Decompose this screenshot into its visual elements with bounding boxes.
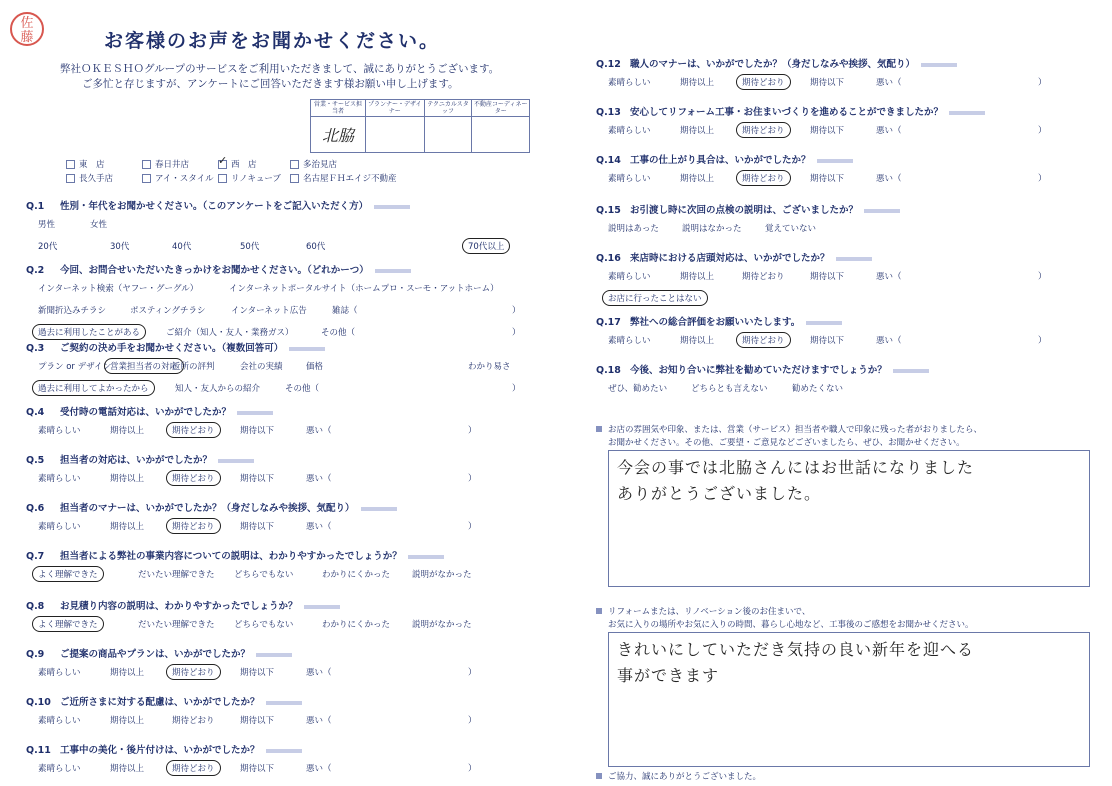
question-text: お引渡し時に次回の点検の説明は、ございましたか？ — [630, 205, 859, 216]
section-marker-icon — [596, 773, 602, 779]
option-paren: ） — [468, 474, 477, 484]
answer-option[interactable]: 期待以下 — [810, 272, 845, 282]
question-q15 — [596, 202, 1112, 238]
staff-sales-name[interactable]: 北脇 — [311, 117, 366, 153]
answer-option[interactable]: 素晴らしい — [38, 668, 81, 678]
question-number: Q.1 — [26, 201, 45, 212]
answer-option[interactable]: 素晴らしい — [38, 764, 81, 774]
store-option[interactable] — [66, 172, 142, 186]
question-number: Q.4 — [26, 407, 45, 418]
question-number: Q.15 — [596, 205, 621, 216]
option-row — [26, 616, 566, 634]
underline-bar — [806, 321, 842, 325]
question-title — [26, 262, 566, 276]
answer-option[interactable]: 20代 — [38, 242, 58, 252]
option-row — [26, 422, 566, 440]
question-title — [26, 598, 566, 612]
answer-option[interactable]: 悪い（ — [876, 174, 902, 184]
question-text: ご提案の商品やプランは、いかがでしたか？ — [60, 649, 251, 660]
answer-option[interactable]: 期待以上 — [110, 716, 145, 726]
store-checklist — [66, 158, 397, 186]
answer-option[interactable]: 期待どおり — [166, 422, 221, 438]
reform-comment-line-2: 事ができます — [617, 666, 720, 685]
answer-option[interactable]: だいたい理解できた — [138, 570, 215, 580]
answer-option[interactable]: 期待以上 — [680, 126, 715, 136]
option-paren: ） — [468, 764, 477, 774]
answer-option[interactable]: お店に行ったことはない — [602, 290, 708, 306]
answer-option[interactable]: よく理解できた — [32, 566, 104, 582]
answer-option[interactable]: 過去に利用したことがある — [32, 324, 146, 340]
option-paren: ） — [468, 522, 477, 532]
question-q6 — [26, 500, 566, 536]
store-row — [66, 158, 366, 172]
question-number: Q.16 — [596, 253, 621, 264]
staff-planner-name[interactable] — [365, 117, 424, 153]
question-q18 — [596, 362, 1112, 398]
underline-bar — [817, 159, 853, 163]
staff-comment-line-2: ありがとうございました。 — [617, 484, 822, 503]
question-title — [596, 152, 1112, 166]
question-text: 工事の仕上がり具合は、いかがでしたか？ — [630, 155, 811, 166]
question-q8 — [26, 598, 566, 634]
option-row — [596, 170, 1112, 188]
staff-header-technical: テクニカルスタッフ — [424, 100, 472, 117]
answer-option[interactable]: 悪い（ — [306, 474, 332, 484]
answer-option[interactable]: 期待どおり — [736, 170, 791, 186]
underline-bar — [266, 749, 302, 753]
answer-option[interactable]: 営業担当者の対応 — [104, 358, 184, 374]
intro-line-2: ご多忙と存じますが、アンケートにご回答いただきます様お願い申し上げます。 — [82, 78, 459, 90]
question-text: お見積り内容の説明は、わかりやすかったでしょうか？ — [60, 601, 298, 612]
question-title — [596, 104, 1112, 118]
answer-option[interactable]: 説明はなかった — [682, 224, 742, 234]
underline-bar — [374, 205, 410, 209]
question-title — [596, 202, 1112, 216]
answer-option[interactable]: 期待以上 — [680, 272, 715, 282]
staff-realestate-name[interactable] — [472, 117, 530, 153]
store-label: アイ・スタイル — [155, 174, 214, 184]
store-option[interactable] — [218, 172, 290, 186]
option-paren: ） — [468, 668, 477, 678]
question-text: 今後、お知り合いに弊社を勧めていただけますでしょうか？ — [630, 365, 887, 376]
option-paren: ） — [512, 328, 521, 338]
answer-option[interactable]: 会社の実績 — [240, 362, 283, 372]
answer-option[interactable]: 期待以上 — [680, 174, 715, 184]
answer-option[interactable]: 50代 — [240, 242, 260, 252]
answer-option[interactable]: 期待以上 — [110, 474, 145, 484]
option-paren: ） — [512, 306, 521, 316]
answer-option[interactable]: インターネット検索（ヤフー・グーグル） — [38, 284, 199, 294]
question-number: Q.13 — [596, 107, 621, 118]
answer-option[interactable]: インターネットポータルサイト（ホームプロ・スーモ・アットホーム） — [229, 284, 499, 294]
answer-option[interactable]: 悪い（ — [306, 716, 332, 726]
question-q13 — [596, 104, 1112, 140]
answer-option[interactable]: 素晴らしい — [38, 426, 81, 436]
store-label: 長久手店 — [79, 174, 114, 184]
option-paren: ） — [1038, 78, 1047, 88]
underline-bar — [408, 555, 444, 559]
option-row — [26, 280, 566, 298]
option-paren: ） — [1038, 126, 1047, 136]
store-option[interactable] — [290, 158, 366, 172]
question-text: 担当者による弊社の事業内容についての説明は、わかりやすかったでしょうか？ — [60, 551, 402, 562]
answer-option[interactable]: 女性 — [90, 220, 108, 230]
answer-option[interactable]: 過去に利用してよかったから — [32, 380, 155, 396]
option-row — [596, 332, 1112, 350]
name-seal-stamp: 佐 藤 — [10, 12, 44, 46]
checkbox-icon[interactable] — [66, 174, 75, 183]
underline-bar — [375, 269, 411, 273]
option-row — [596, 74, 1112, 92]
option-row — [596, 268, 1112, 286]
intro-line-1: 弊社ＯＫＥＳＨＯグループのサービスをご利用いただきまして、誠にありがとうございます。 — [60, 63, 500, 75]
staff-comment-prompt-line-1: お店の雰囲気や印象、または、営業（サービス）担当者や職人で印象に残った者がおりましたら、 — [608, 425, 983, 435]
question-q4 — [26, 404, 566, 440]
underline-bar — [361, 507, 397, 511]
checkbox-icon[interactable] — [142, 174, 151, 183]
answer-option[interactable]: ご紹介（知人・友人・業務ガス） — [166, 328, 294, 338]
answer-option[interactable]: 悪い（ — [876, 126, 902, 136]
question-q17 — [596, 314, 1112, 350]
checkbox-icon[interactable] — [290, 174, 299, 183]
section-marker-icon — [596, 426, 602, 432]
checkbox-icon[interactable] — [290, 160, 299, 169]
answer-option[interactable]: 期待以上 — [110, 764, 145, 774]
option-paren: ） — [1038, 336, 1047, 346]
store-label: 東 店 — [79, 160, 105, 170]
option-row — [596, 220, 1112, 238]
option-row — [26, 216, 566, 234]
store-label: 名古屋ＦＨエイジ不動産 — [303, 174, 397, 184]
option-row — [596, 290, 1112, 308]
reform-comment-prompt — [596, 606, 974, 632]
thanks-text: ご協力、誠にありがとうございました。 — [608, 772, 762, 782]
option-row — [26, 302, 566, 320]
reform-comment-box[interactable] — [608, 632, 1090, 767]
reform-comment-line-1: きれいにしていただき気持の良い新年を迎へる — [617, 640, 975, 659]
underline-bar — [266, 701, 302, 705]
answer-option[interactable]: 悪い（ — [306, 426, 332, 436]
page-title: お客様のお声をお聞かせください。 — [104, 30, 441, 52]
question-number: Q.7 — [26, 551, 45, 562]
question-text: 担当者の対応は、いかがでしたか？ — [60, 455, 213, 466]
answer-option[interactable]: 60代 — [306, 242, 326, 252]
store-label: リノキューブ — [231, 174, 281, 184]
answer-option[interactable]: 期待以上 — [110, 668, 145, 678]
question-title — [26, 404, 566, 418]
option-row — [596, 122, 1112, 140]
question-number: Q.10 — [26, 697, 51, 708]
staff-header-realestate: 不動産コーディネーター — [472, 100, 530, 117]
question-title — [26, 742, 566, 756]
question-title — [596, 362, 1112, 376]
answer-option[interactable]: 期待どおり — [166, 760, 221, 776]
underline-bar — [893, 369, 929, 373]
staff-header-planner: プランナー・デザイナー — [365, 100, 424, 117]
answer-option[interactable]: インターネット広告 — [231, 306, 307, 316]
answer-option[interactable]: 期待どおり — [742, 272, 785, 282]
answer-option[interactable]: 期待どおり — [736, 122, 791, 138]
answer-option[interactable]: 70代以上 — [462, 238, 510, 254]
option-paren: ） — [512, 384, 521, 394]
question-q9 — [26, 646, 566, 682]
checkbox-icon[interactable] — [142, 160, 151, 169]
answer-option[interactable]: 期待どおり — [166, 664, 221, 680]
store-label: 多治見店 — [303, 160, 338, 170]
store-option[interactable] — [290, 172, 397, 186]
answer-option[interactable]: よく理解できた — [32, 616, 104, 632]
question-number: Q.9 — [26, 649, 45, 660]
question-title — [26, 646, 566, 660]
answer-option[interactable]: 期待以上 — [110, 522, 145, 532]
underline-bar — [218, 459, 254, 463]
question-number: Q.6 — [26, 503, 45, 514]
option-row — [26, 470, 566, 488]
underline-bar — [237, 411, 273, 415]
question-number: Q.2 — [26, 265, 45, 276]
question-text: 工事中の美化・後片付けは、いかがでしたか？ — [60, 745, 260, 756]
question-number: Q.17 — [596, 317, 621, 328]
question-q10 — [26, 694, 566, 730]
answer-option[interactable]: 悪い（ — [876, 336, 902, 346]
underline-bar — [289, 347, 325, 351]
answer-option[interactable]: 男性 — [38, 220, 56, 230]
answer-option[interactable]: プラン or デザイン — [38, 362, 112, 372]
answer-option[interactable]: 素晴らしい — [608, 78, 651, 88]
question-q5 — [26, 452, 566, 488]
answer-option[interactable]: わかりにくかった — [322, 620, 391, 630]
answer-option[interactable]: 雑誌（ — [332, 306, 358, 316]
option-row — [26, 238, 566, 256]
answer-option[interactable]: 素晴らしい — [38, 474, 81, 484]
question-title — [26, 340, 566, 354]
answer-option[interactable]: 期待以下 — [810, 174, 845, 184]
question-q2 — [26, 262, 566, 342]
answer-option[interactable]: 勧めたくない — [792, 384, 844, 394]
answer-option[interactable]: その他（ — [321, 328, 356, 338]
answer-option[interactable]: 期待以下 — [240, 522, 275, 532]
answer-option[interactable]: 期待どおり — [166, 518, 221, 534]
answer-option[interactable]: 期待どおり — [166, 470, 221, 486]
question-number: Q.12 — [596, 59, 621, 70]
option-paren: ） — [468, 426, 477, 436]
answer-option[interactable]: 30代 — [110, 242, 130, 252]
answer-option[interactable]: わかりにくかった — [322, 570, 391, 580]
answer-option[interactable]: 期待以下 — [810, 336, 845, 346]
answer-option[interactable]: 40代 — [172, 242, 192, 252]
underline-bar — [836, 257, 872, 261]
answer-option[interactable]: 期待以下 — [810, 78, 845, 88]
option-row — [26, 518, 566, 536]
answer-option[interactable]: 説明はあった — [608, 224, 659, 234]
reform-comment-prompt-line-2: お気に入りの場所やお気に入りの時間、暮らし心地など、工事後のご感想をお聞かせください。 — [608, 620, 974, 630]
question-title — [596, 250, 1112, 264]
reform-comment-prompt-line-1: リフォームまたは、リノベーション後のお住まいで、 — [608, 607, 811, 617]
answer-option[interactable]: 素晴らしい — [608, 272, 651, 282]
option-paren: ） — [468, 716, 477, 726]
question-number: Q.14 — [596, 155, 621, 166]
question-title — [26, 548, 566, 562]
question-q16 — [596, 250, 1112, 308]
thanks-footer — [596, 770, 761, 782]
question-title — [26, 500, 566, 514]
option-row — [26, 664, 566, 682]
answer-option[interactable]: 期待以上 — [680, 78, 715, 88]
answer-option[interactable]: 悪い（ — [306, 522, 332, 532]
question-number: Q.5 — [26, 455, 45, 466]
underline-bar — [256, 653, 292, 657]
answer-option[interactable]: 説明がなかった — [412, 570, 472, 580]
checkbox-icon[interactable] — [66, 160, 75, 169]
underline-bar — [864, 209, 900, 213]
store-option[interactable] — [218, 158, 290, 172]
answer-option[interactable]: 期待どおり — [736, 332, 791, 348]
store-option[interactable] — [66, 158, 142, 172]
answer-option[interactable]: 期待以上 — [680, 336, 715, 346]
section-marker-icon — [596, 608, 602, 614]
question-text: 受付時の電話対応は、いかがでしたか？ — [60, 407, 232, 418]
question-q7 — [26, 548, 566, 584]
staff-comment-line-1: 今会の事では北脇さんにはお世話になりました — [617, 458, 975, 477]
answer-option[interactable]: 価格 — [306, 362, 324, 372]
answer-option[interactable]: わかり易さ — [468, 362, 511, 372]
answer-option[interactable]: 悪い（ — [876, 272, 902, 282]
question-text: ご近所さまに対する配慮は、いかがでしたか？ — [60, 697, 260, 708]
staff-comment-prompt-line-2: お聞かせください。その他、ご要望・ご意見などございましたら、ぜひ、お聞かせください。 — [608, 438, 965, 448]
question-title — [596, 314, 1112, 328]
answer-option[interactable]: 期待以下 — [240, 764, 275, 774]
question-title — [26, 198, 566, 212]
staff-comment-prompt — [596, 424, 982, 450]
answer-option[interactable]: その他（ — [285, 384, 320, 394]
question-q1 — [26, 198, 566, 256]
question-title — [596, 56, 1112, 70]
answer-option[interactable]: 説明がなかった — [412, 620, 472, 630]
answer-option[interactable]: 知人・友人からの紹介 — [175, 384, 261, 394]
option-row — [26, 358, 566, 376]
answer-option[interactable]: 期待以下 — [240, 668, 275, 678]
store-label: 西 店 — [231, 160, 257, 170]
question-number: Q.18 — [596, 365, 621, 376]
option-paren: ） — [1038, 272, 1047, 282]
store-row — [66, 172, 397, 186]
question-text: 今回、お問合せいただいたきっかけをお聞かせください。（どれかーつ） — [60, 265, 369, 276]
underline-bar — [304, 605, 340, 609]
question-text: 来店時における店頭対応は、いかがでしたか？ — [630, 253, 830, 264]
question-text: 弊社への総合評価をお願いいたします。 — [630, 317, 801, 328]
answer-option[interactable]: 悪い（ — [876, 78, 902, 88]
answer-option[interactable]: 悪い（ — [306, 668, 332, 678]
option-row — [26, 380, 566, 398]
answer-option[interactable]: だいたい理解できた — [138, 620, 215, 630]
answer-option[interactable]: 覚えていない — [765, 224, 817, 234]
question-title — [26, 452, 566, 466]
staff-technical-name[interactable] — [424, 117, 472, 153]
option-row — [26, 760, 566, 778]
question-text: 安心してリフォーム工事・お住まいづくりを進めることができましたか？ — [630, 107, 944, 118]
question-text: ご契約の決め手をお聞かせください。（複数回答可） — [60, 343, 284, 354]
answer-option[interactable]: 悪い（ — [306, 764, 332, 774]
answer-option[interactable]: 期待以上 — [110, 426, 145, 436]
checkbox-icon[interactable] — [218, 160, 227, 169]
staff-header-sales: 営業・サービス担当者 — [311, 100, 366, 117]
question-text: 担当者のマナーは、いかがでしたか？（身だしなみや挨拶、気配り） — [60, 503, 355, 514]
answer-option[interactable]: どちらでもない — [234, 570, 294, 580]
answer-option[interactable]: 素晴らしい — [608, 126, 651, 136]
question-title — [26, 694, 566, 708]
store-option[interactable] — [142, 172, 218, 186]
answer-option[interactable]: ポスティングチラシ — [130, 306, 206, 316]
question-q3 — [26, 340, 566, 398]
answer-option[interactable]: 素晴らしい — [608, 336, 651, 346]
option-row — [596, 380, 1112, 398]
answer-option[interactable]: 近所の評判 — [172, 362, 215, 372]
question-number: Q.11 — [26, 745, 51, 756]
question-q12 — [596, 56, 1112, 92]
question-q14 — [596, 152, 1112, 188]
answer-option[interactable]: 素晴らしい — [608, 174, 651, 184]
question-q11 — [26, 742, 566, 778]
answer-option[interactable]: 素晴らしい — [38, 522, 81, 532]
underline-bar — [921, 63, 957, 67]
store-option[interactable] — [142, 158, 218, 172]
store-label: 春日井店 — [155, 160, 190, 170]
underline-bar — [949, 111, 985, 115]
intro-text — [60, 62, 499, 92]
option-paren: ） — [1038, 174, 1047, 184]
checkbox-icon[interactable] — [218, 174, 227, 183]
answer-option[interactable]: 期待以下 — [810, 126, 845, 136]
question-text: 性別・年代をお聞かせください。（このアンケートをご記入いただく方） — [60, 201, 369, 212]
answer-option[interactable]: 新聞折込みチラシ — [38, 306, 107, 316]
question-number: Q.8 — [26, 601, 45, 612]
question-number: Q.3 — [26, 343, 45, 354]
staff-table — [310, 99, 530, 153]
answer-option[interactable]: 期待以下 — [240, 474, 275, 484]
answer-option[interactable]: どちらとも言えない — [691, 384, 768, 394]
answer-option[interactable]: ぜひ、勧めたい — [608, 384, 668, 394]
option-row — [26, 712, 566, 730]
answer-option[interactable]: 期待以下 — [240, 426, 275, 436]
answer-option[interactable]: 期待以下 — [240, 716, 275, 726]
staff-comment-box[interactable] — [608, 450, 1090, 587]
answer-option[interactable]: 期待どおり — [172, 716, 215, 726]
option-row — [26, 566, 566, 584]
answer-option[interactable]: どちらでもない — [234, 620, 294, 630]
question-text: 職人のマナーは、いかがでしたか？（身だしなみや挨拶、気配り） — [630, 59, 916, 70]
answer-option[interactable]: 期待どおり — [736, 74, 791, 90]
answer-option[interactable]: 素晴らしい — [38, 716, 81, 726]
